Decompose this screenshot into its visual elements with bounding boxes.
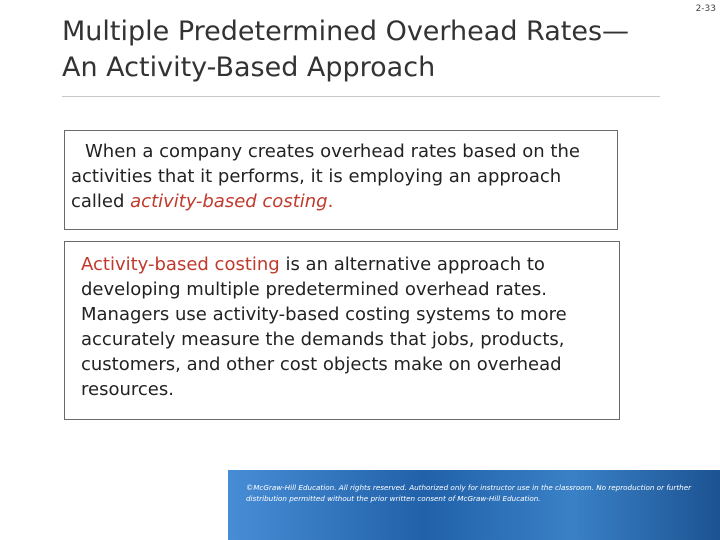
copyright-line-2: distribution permitted without the prior written consent of McGraw-Hill Education. bbox=[246, 494, 541, 503]
definition-box-intro bbox=[64, 130, 618, 230]
intro-suffix: . bbox=[327, 191, 334, 212]
intro-prefix: called bbox=[71, 191, 131, 212]
footer-gradient bbox=[228, 470, 720, 540]
footer-banner bbox=[228, 470, 720, 540]
abc-line-1-rest: is an alternative approach to bbox=[279, 254, 545, 275]
abc-line-5: customers, and other cost objects make on overhead bbox=[81, 354, 562, 375]
intro-line-2: activities that it performs, it is employing an approach bbox=[71, 166, 562, 187]
slide-number: 2-33 bbox=[695, 4, 716, 14]
title-divider bbox=[62, 96, 660, 97]
slide-title bbox=[62, 14, 682, 86]
copyright-notice bbox=[246, 482, 720, 504]
abc-line-3: Managers use activity-based costing systems to more bbox=[81, 304, 567, 325]
abc-line-6: resources. bbox=[81, 379, 174, 400]
definition-box-abc bbox=[64, 241, 620, 420]
title-line-1: Multiple Predetermined Overhead Rates— bbox=[62, 16, 630, 47]
abc-line-4: accurately measure the demands that jobs, products, bbox=[81, 329, 565, 350]
title-line-2: An Activity-Based Approach bbox=[62, 52, 436, 83]
copyright-line-1: ©McGraw-Hill Education. All rights reserved. Authorized only for instructor use in the classroom. No reproduction or further bbox=[246, 483, 692, 492]
intro-term: activity-based costing bbox=[130, 191, 328, 212]
abc-line-1 bbox=[81, 252, 605, 277]
abc-term: Activity-based costing bbox=[81, 254, 280, 275]
intro-line-3 bbox=[71, 189, 611, 214]
abc-line-2: developing multiple predetermined overhead rates. bbox=[81, 279, 547, 300]
intro-line-1: When a company creates overhead rates based on the bbox=[85, 141, 580, 162]
